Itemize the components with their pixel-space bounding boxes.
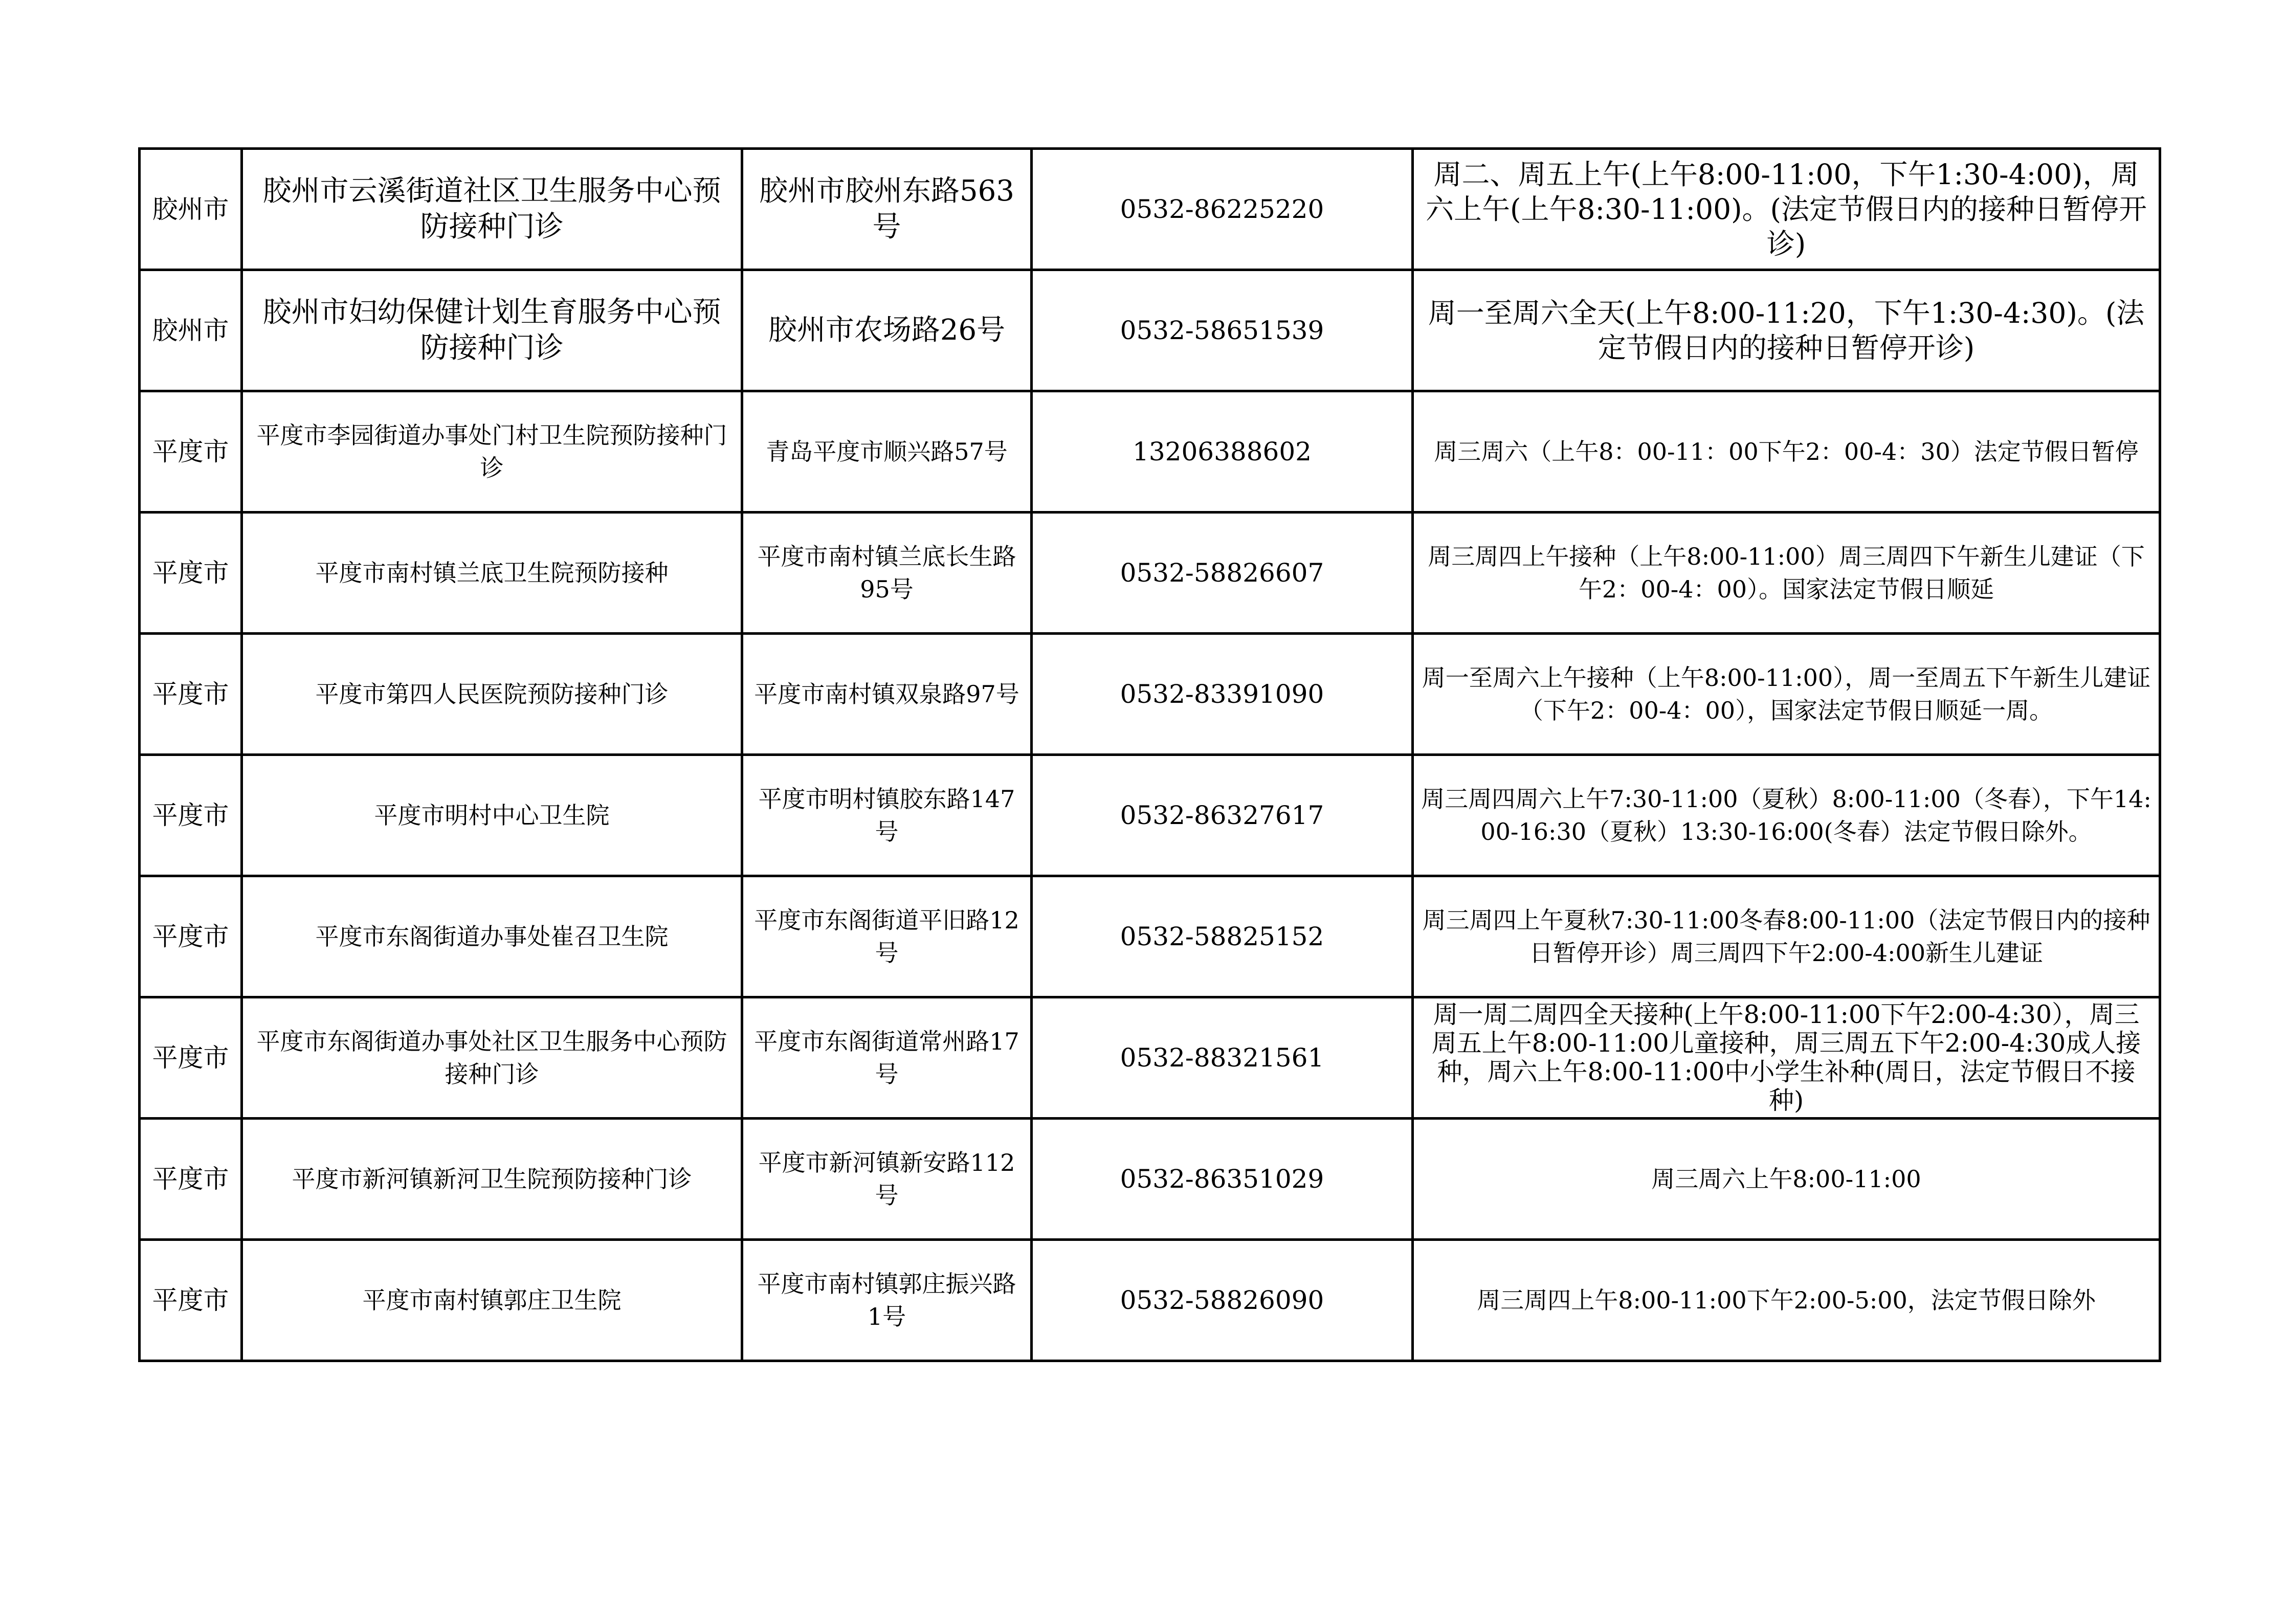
city-cell: 胶州市 <box>140 270 242 391</box>
hours-cell: 周三周六上午8:00-11:00 <box>1413 1119 2160 1240</box>
hours-cell: 周三周四上午8:00-11:00下午2:00-5:00，法定节假日除外 <box>1413 1240 2160 1361</box>
table-row <box>140 1119 2160 1240</box>
table-row <box>140 391 2160 513</box>
clinic-name-cell: 胶州市妇幼保健计划生育服务中心预防接种门诊 <box>242 270 742 391</box>
clinic-name-cell: 平度市东阁街道办事处崔召卫生院 <box>242 876 742 997</box>
clinic-name-cell: 平度市东阁街道办事处社区卫生服务中心预防接种门诊 <box>242 997 742 1119</box>
city-cell: 平度市 <box>140 1240 242 1361</box>
hours-cell: 周一至周六上午接种（上午8:00-11:00），周一至周五下午新生儿建证（下午2：00-4：00），国家法定节假日顺延一周。 <box>1413 634 2160 755</box>
hours-cell: 周一周二周四全天接种(上午8:00-11:00下午2:00-4:30），周三周五上午8:00-11:00儿童接种，周三周五下午2:00-4:30成人接种，周六上午8:00-11:00中小学生补种(周日，法定节假日不接种) <box>1413 997 2160 1119</box>
city-cell: 平度市 <box>140 1119 242 1240</box>
phone-cell: 0532-86327617 <box>1032 755 1413 876</box>
table-row <box>140 270 2160 391</box>
city-cell: 平度市 <box>140 513 242 634</box>
clinic-name-cell: 胶州市云溪街道社区卫生服务中心预防接种门诊 <box>242 149 742 270</box>
phone-cell: 0532-86225220 <box>1032 149 1413 270</box>
city-cell: 平度市 <box>140 755 242 876</box>
table-row <box>140 513 2160 634</box>
hours-cell: 周三周四周六上午7:30-11:00（夏秋）8:00-11:00（冬春），下午14:00-16:30（夏秋）13:30-16:00(冬春）法定节假日除外。 <box>1413 755 2160 876</box>
table-row <box>140 876 2160 997</box>
address-cell: 胶州市农场路26号 <box>742 270 1032 391</box>
phone-cell: 0532-58826090 <box>1032 1240 1413 1361</box>
address-cell: 平度市东阁街道平旧路12号 <box>742 876 1032 997</box>
address-cell: 平度市南村镇双泉路97号 <box>742 634 1032 755</box>
hours-cell: 周三周六（上午8：00-11：00下午2：00-4：30）法定节假日暂停 <box>1413 391 2160 513</box>
phone-cell: 0532-58826607 <box>1032 513 1413 634</box>
table-row <box>140 149 2160 270</box>
city-cell: 平度市 <box>140 634 242 755</box>
clinic-name-cell: 平度市明村中心卫生院 <box>242 755 742 876</box>
clinic-name-cell: 平度市南村镇郭庄卫生院 <box>242 1240 742 1361</box>
phone-cell: 0532-58825152 <box>1032 876 1413 997</box>
address-cell: 平度市南村镇兰底长生路95号 <box>742 513 1032 634</box>
clinic-name-cell: 平度市新河镇新河卫生院预防接种门诊 <box>242 1119 742 1240</box>
address-cell: 平度市南村镇郭庄振兴路1号 <box>742 1240 1032 1361</box>
phone-cell: 0532-58651539 <box>1032 270 1413 391</box>
hours-cell: 周二、周五上午(上午8:00-11:00，下午1:30-4:00)，周六上午(上午8:30-11:00)。(法定节假日内的接种日暂停开诊) <box>1413 149 2160 270</box>
address-cell: 平度市东阁街道常州路17号 <box>742 997 1032 1119</box>
city-cell: 平度市 <box>140 876 242 997</box>
phone-cell: 0532-88321561 <box>1032 997 1413 1119</box>
city-cell: 平度市 <box>140 391 242 513</box>
table-row <box>140 997 2160 1119</box>
hours-cell: 周三周四上午接种（上午8:00-11:00）周三周四下午新生儿建证（下午2：00-4：00）。国家法定节假日顺延 <box>1413 513 2160 634</box>
clinic-table <box>138 147 2161 1362</box>
hours-cell: 周三周四上午夏秋7:30-11:00冬春8:00-11:00（法定节假日内的接种日暂停开诊）周三周四下午2:00-4:00新生儿建证 <box>1413 876 2160 997</box>
clinic-name-cell: 平度市李园街道办事处门村卫生院预防接种门诊 <box>242 391 742 513</box>
address-cell: 胶州市胶州东路563号 <box>742 149 1032 270</box>
clinic-name-cell: 平度市第四人民医院预防接种门诊 <box>242 634 742 755</box>
table-row <box>140 1240 2160 1361</box>
table-row <box>140 634 2160 755</box>
city-cell: 平度市 <box>140 997 242 1119</box>
clinic-name-cell: 平度市南村镇兰底卫生院预防接种 <box>242 513 742 634</box>
hours-cell: 周一至周六全天(上午8:00-11:20，下午1:30-4:30)。(法定节假日内的接种日暂停开诊) <box>1413 270 2160 391</box>
phone-cell: 0532-83391090 <box>1032 634 1413 755</box>
city-cell: 胶州市 <box>140 149 242 270</box>
phone-cell: 13206388602 <box>1032 391 1413 513</box>
phone-cell: 0532-86351029 <box>1032 1119 1413 1240</box>
address-cell: 平度市新河镇新安路112号 <box>742 1119 1032 1240</box>
address-cell: 青岛平度市顺兴路57号 <box>742 391 1032 513</box>
table-row <box>140 755 2160 876</box>
address-cell: 平度市明村镇胶东路147号 <box>742 755 1032 876</box>
